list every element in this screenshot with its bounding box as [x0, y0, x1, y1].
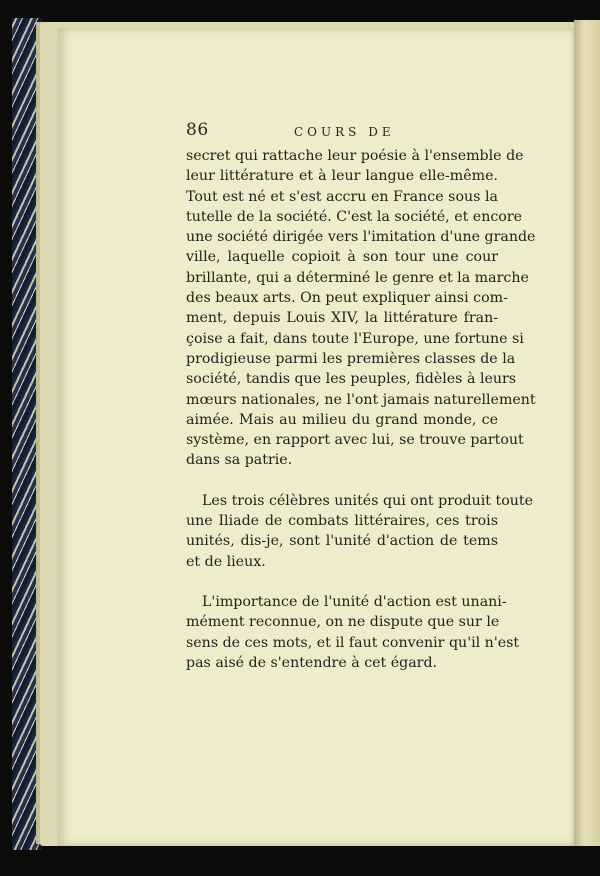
text-line: ville, laquelle copioit à son tour une cour: [186, 249, 498, 266]
text-line: tutelle de la société. C'est la société, et encore: [186, 208, 523, 225]
text-line: aimée. Mais au milieu du grand monde, ce: [186, 411, 498, 428]
paragraph-1: [186, 146, 536, 471]
text-line: système, en rapport avec lui, se trouve partout: [186, 432, 524, 449]
text-line: ment, depuis Louis XIV, la littérature fran-: [186, 310, 498, 327]
paragraph-gap: [186, 572, 498, 592]
body-text: [186, 146, 536, 673]
text-line: leur littérature et à leur langue elle-même.: [186, 168, 498, 185]
text-line: Les trois célèbres unités qui ont produit toute: [202, 492, 533, 509]
text-line: mœurs nationales, ne l'ont jamais naturellement: [186, 391, 536, 408]
paragraph-gap: [186, 471, 498, 491]
text-line: secret qui rattache leur poésie à l'ensemble de: [186, 148, 524, 164]
text-line: des beaux arts. On peut expliquer ainsi com-: [186, 290, 508, 307]
paragraph-2: [186, 491, 533, 572]
text-line: unités, dis-je, sont l'unité d'action de tems: [186, 533, 498, 550]
page-header: [186, 120, 498, 144]
text-line: brillante, qui a déterminé le genre et la marche: [186, 269, 529, 286]
text-line: société, tandis que les peuples, fidèles à leurs: [186, 371, 517, 388]
text-line: et de lieux.: [186, 553, 266, 570]
text-line: mément reconnue, on ne dispute que sur le: [186, 614, 500, 631]
text-line: une Iliade de combats littéraires, ces trois: [186, 513, 498, 530]
paragraph-3: [186, 592, 520, 673]
text-line: Tout est né et s'est accru en France sous la: [186, 188, 498, 205]
text-line: dans sa patrie.: [186, 452, 293, 469]
text-line: sens de ces mots, et il faut convenir qu'il n'est: [186, 634, 520, 651]
text-line: prodigieuse parmi les premières classes de la: [186, 350, 516, 367]
running-head: COURS DE: [294, 125, 395, 139]
text-line: une société dirigée vers l'imitation d'une grande: [186, 229, 536, 246]
text-line: çoise a fait, dans toute l'Europe, une fortune si: [186, 330, 524, 347]
facing-page-edge: [574, 20, 600, 846]
text-line: pas aisé de s'entendre à cet égard.: [186, 654, 438, 671]
page-number: 86: [186, 120, 209, 140]
text-line: L'importance de l'unité d'action est unani-: [202, 593, 507, 610]
